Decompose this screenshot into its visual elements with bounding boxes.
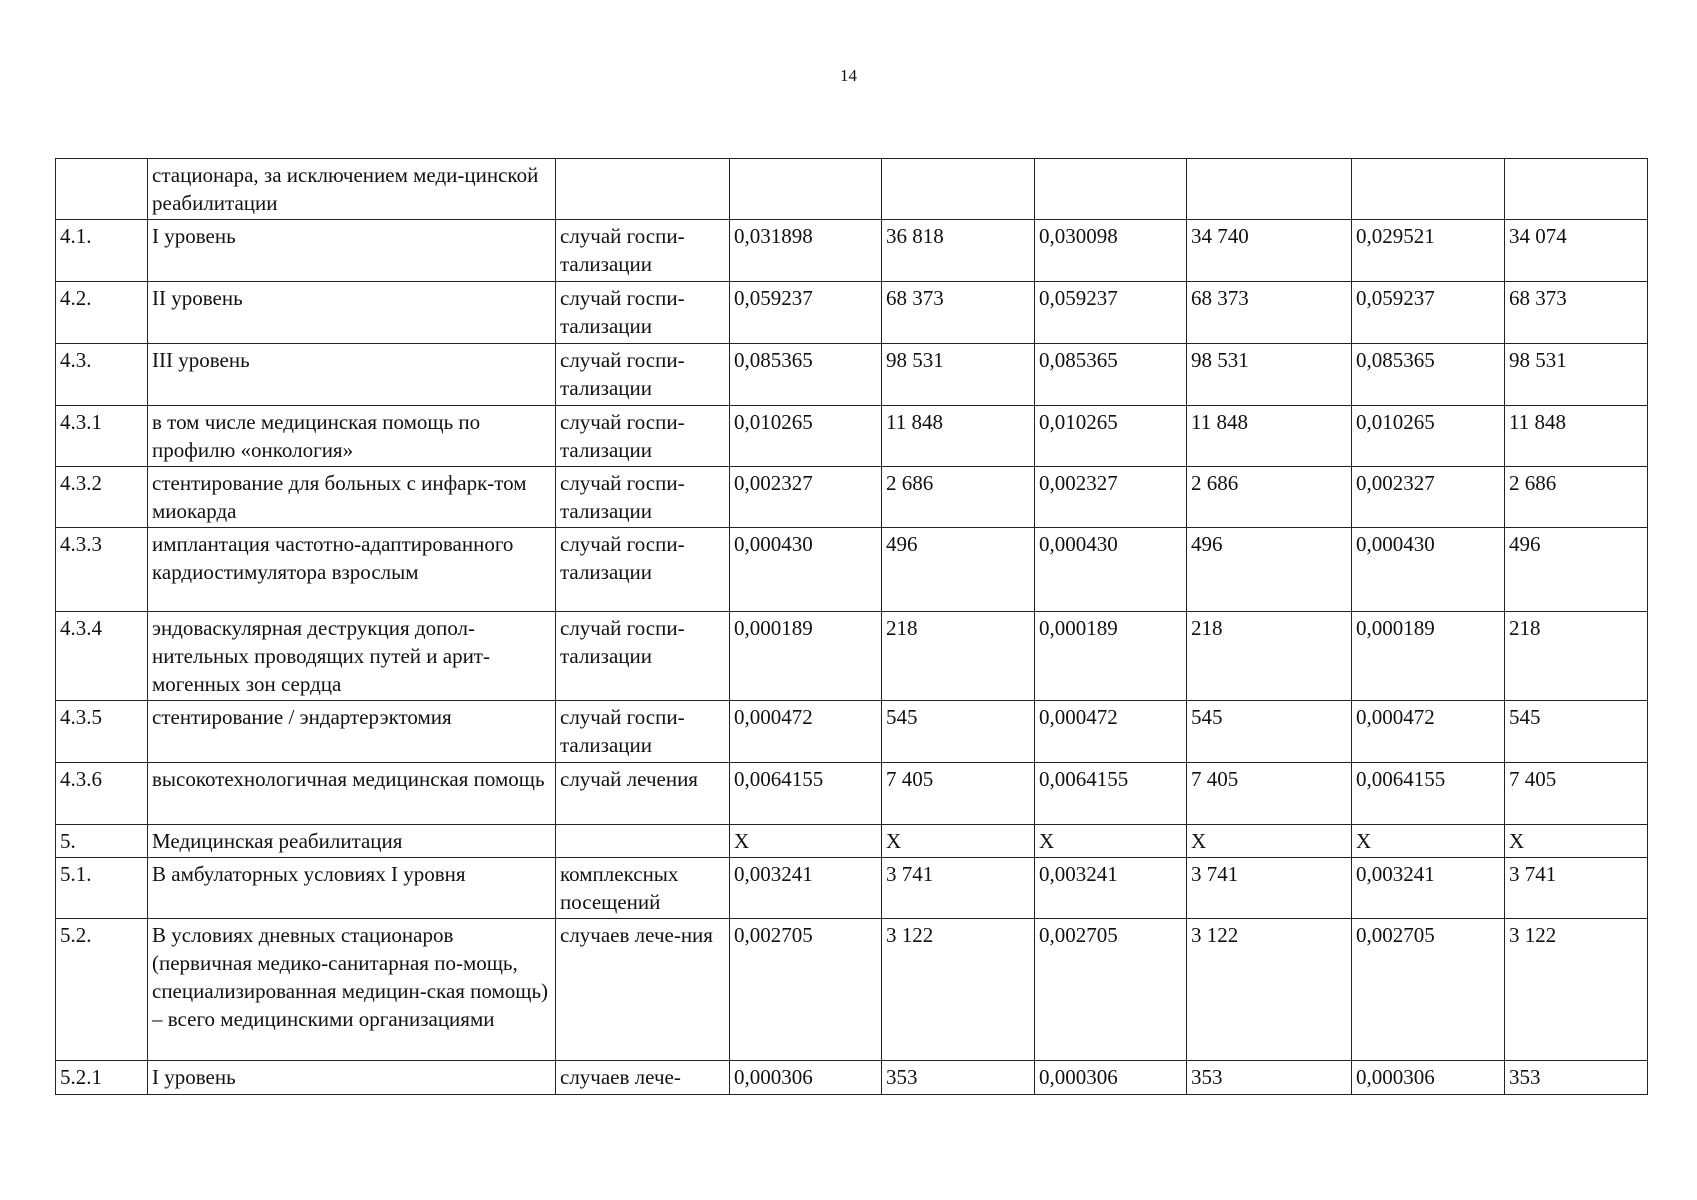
table-row — [56, 612, 1648, 701]
row-unit: комплексных посещений — [556, 858, 730, 919]
row-code — [56, 159, 148, 220]
row-code: 5.1. — [56, 858, 148, 919]
table-row — [56, 159, 1648, 220]
row-value-1: 0,059237 — [730, 282, 882, 344]
row-value-4: 2 686 — [1187, 467, 1352, 528]
row-value-4: 496 — [1187, 528, 1352, 612]
row-value-5: 0,0064155 — [1352, 763, 1505, 825]
row-unit: случай госпи-тализации — [556, 528, 730, 612]
row-value-6: 11 848 — [1505, 406, 1648, 467]
row-value-2: 3 741 — [882, 858, 1035, 919]
row-value-3: 0,002705 — [1035, 919, 1187, 1061]
row-value-1: 0,031898 — [730, 220, 882, 282]
row-value-3: 0,085365 — [1035, 344, 1187, 406]
row-code: 4.1. — [56, 220, 148, 282]
row-value-6: 496 — [1505, 528, 1648, 612]
row-unit: случай госпи-тализации — [556, 344, 730, 406]
row-value-5: 0,085365 — [1352, 344, 1505, 406]
table-row — [56, 344, 1648, 406]
row-value-4: 353 — [1187, 1061, 1352, 1095]
row-unit: случаев лече- — [556, 1061, 730, 1095]
row-unit: случай госпи-тализации — [556, 406, 730, 467]
row-value-6: 545 — [1505, 701, 1648, 763]
row-name: в том числе медицинская помощь по профилю «онкология» — [148, 406, 556, 467]
table-row — [56, 858, 1648, 919]
row-name: эндоваскулярная деструкция допол-нительных проводящих путей и арит-могенных зон сердца — [148, 612, 556, 701]
row-value-4: 3 122 — [1187, 919, 1352, 1061]
table-row — [56, 701, 1648, 763]
row-value-5: 0,000306 — [1352, 1061, 1505, 1095]
row-unit — [556, 825, 730, 858]
row-value-1: 0,000472 — [730, 701, 882, 763]
row-value-4: 34 740 — [1187, 220, 1352, 282]
table-row — [56, 282, 1648, 344]
table-row — [56, 1061, 1648, 1095]
row-value-6: X — [1505, 825, 1648, 858]
row-value-1: 0,000189 — [730, 612, 882, 701]
row-value-1: 0,000430 — [730, 528, 882, 612]
row-unit: случай госпи-тализации — [556, 701, 730, 763]
row-value-5: 0,000189 — [1352, 612, 1505, 701]
row-code: 4.3.3 — [56, 528, 148, 612]
table-row — [56, 406, 1648, 467]
row-value-2: 68 373 — [882, 282, 1035, 344]
row-value-5: 0,002705 — [1352, 919, 1505, 1061]
row-value-2: 7 405 — [882, 763, 1035, 825]
row-value-3: 0,000189 — [1035, 612, 1187, 701]
row-unit: случай госпи-тализации — [556, 612, 730, 701]
row-name: II уровень — [148, 282, 556, 344]
row-value-2: 36 818 — [882, 220, 1035, 282]
row-value-5: 0,002327 — [1352, 467, 1505, 528]
row-unit: случай лечения — [556, 763, 730, 825]
row-name: Медицинская реабилитация — [148, 825, 556, 858]
row-name: стентирование для больных с инфарк-том миокарда — [148, 467, 556, 528]
row-name: I уровень — [148, 1061, 556, 1095]
row-name: I уровень — [148, 220, 556, 282]
row-value-3: X — [1035, 825, 1187, 858]
row-value-5: 0,003241 — [1352, 858, 1505, 919]
row-value-5: X — [1352, 825, 1505, 858]
row-value-6: 218 — [1505, 612, 1648, 701]
row-value-1: 0,003241 — [730, 858, 882, 919]
row-code: 4.3.4 — [56, 612, 148, 701]
row-value-3: 0,002327 — [1035, 467, 1187, 528]
row-name: стентирование / эндартерэктомия — [148, 701, 556, 763]
row-name: III уровень — [148, 344, 556, 406]
row-value-3: 0,000430 — [1035, 528, 1187, 612]
table-row — [56, 528, 1648, 612]
row-code: 5. — [56, 825, 148, 858]
table-row — [56, 919, 1648, 1061]
row-value-5: 0,000472 — [1352, 701, 1505, 763]
row-value-1 — [730, 159, 882, 220]
row-value-2: 98 531 — [882, 344, 1035, 406]
table-row — [56, 763, 1648, 825]
row-value-3: 0,059237 — [1035, 282, 1187, 344]
row-value-2 — [882, 159, 1035, 220]
row-code: 4.2. — [56, 282, 148, 344]
row-value-1: 0,002327 — [730, 467, 882, 528]
row-value-2: 2 686 — [882, 467, 1035, 528]
table-row — [56, 825, 1648, 858]
row-value-1: 0,0064155 — [730, 763, 882, 825]
row-value-2: 218 — [882, 612, 1035, 701]
row-name: В амбулаторных условиях I уровня — [148, 858, 556, 919]
row-value-5: 0,000430 — [1352, 528, 1505, 612]
page-number: 14 — [840, 66, 857, 85]
row-name: В условиях дневных стационаров (первичная медико-санитарная по-мощь, специализированная медицин-ская помощь) – всего медицинскими организациями — [148, 919, 556, 1061]
row-value-4: 68 373 — [1187, 282, 1352, 344]
row-value-3: 0,000472 — [1035, 701, 1187, 763]
row-value-5: 0,059237 — [1352, 282, 1505, 344]
row-code: 4.3.2 — [56, 467, 148, 528]
row-value-2: 545 — [882, 701, 1035, 763]
row-value-2: X — [882, 825, 1035, 858]
row-code: 5.2.1 — [56, 1061, 148, 1095]
table-row — [56, 220, 1648, 282]
row-name: высокотехнологичная медицинская помощь — [148, 763, 556, 825]
row-value-6: 34 074 — [1505, 220, 1648, 282]
row-value-4: 7 405 — [1187, 763, 1352, 825]
row-code: 5.2. — [56, 919, 148, 1061]
row-value-6: 98 531 — [1505, 344, 1648, 406]
row-unit: случай госпи-тализации — [556, 282, 730, 344]
row-value-6: 353 — [1505, 1061, 1648, 1095]
row-value-3: 0,000306 — [1035, 1061, 1187, 1095]
row-value-1: 0,002705 — [730, 919, 882, 1061]
row-value-4: 98 531 — [1187, 344, 1352, 406]
row-unit — [556, 159, 730, 220]
row-value-5 — [1352, 159, 1505, 220]
row-value-4: 545 — [1187, 701, 1352, 763]
row-value-2: 496 — [882, 528, 1035, 612]
row-code: 4.3. — [56, 344, 148, 406]
row-value-6: 3 122 — [1505, 919, 1648, 1061]
data-table — [55, 158, 1648, 1095]
row-value-5: 0,010265 — [1352, 406, 1505, 467]
row-unit: случай госпи-тализации — [556, 220, 730, 282]
row-value-4: 3 741 — [1187, 858, 1352, 919]
row-value-4: 218 — [1187, 612, 1352, 701]
row-value-6: 3 741 — [1505, 858, 1648, 919]
row-value-1: X — [730, 825, 882, 858]
row-name: стационара, за исключением меди-цинской реабилитации — [148, 159, 556, 220]
row-code: 4.3.5 — [56, 701, 148, 763]
row-value-6: 2 686 — [1505, 467, 1648, 528]
row-value-1: 0,000306 — [730, 1061, 882, 1095]
table-row — [56, 467, 1648, 528]
row-code: 4.3.6 — [56, 763, 148, 825]
row-value-2: 353 — [882, 1061, 1035, 1095]
row-value-5: 0,029521 — [1352, 220, 1505, 282]
row-value-2: 3 122 — [882, 919, 1035, 1061]
row-value-3: 0,003241 — [1035, 858, 1187, 919]
row-unit: случай госпи-тализации — [556, 467, 730, 528]
row-value-3: 0,010265 — [1035, 406, 1187, 467]
row-value-6 — [1505, 159, 1648, 220]
row-value-2: 11 848 — [882, 406, 1035, 467]
row-value-3: 0,0064155 — [1035, 763, 1187, 825]
row-value-4: 11 848 — [1187, 406, 1352, 467]
row-value-1: 0,085365 — [730, 344, 882, 406]
row-value-6: 68 373 — [1505, 282, 1648, 344]
row-value-6: 7 405 — [1505, 763, 1648, 825]
row-name: имплантация частотно-адаптированного кардиостимулятора взрослым — [148, 528, 556, 612]
row-value-4 — [1187, 159, 1352, 220]
row-unit: случаев лече-ния — [556, 919, 730, 1061]
row-value-4: X — [1187, 825, 1352, 858]
row-code: 4.3.1 — [56, 406, 148, 467]
row-value-3: 0,030098 — [1035, 220, 1187, 282]
row-value-1: 0,010265 — [730, 406, 882, 467]
row-value-3 — [1035, 159, 1187, 220]
